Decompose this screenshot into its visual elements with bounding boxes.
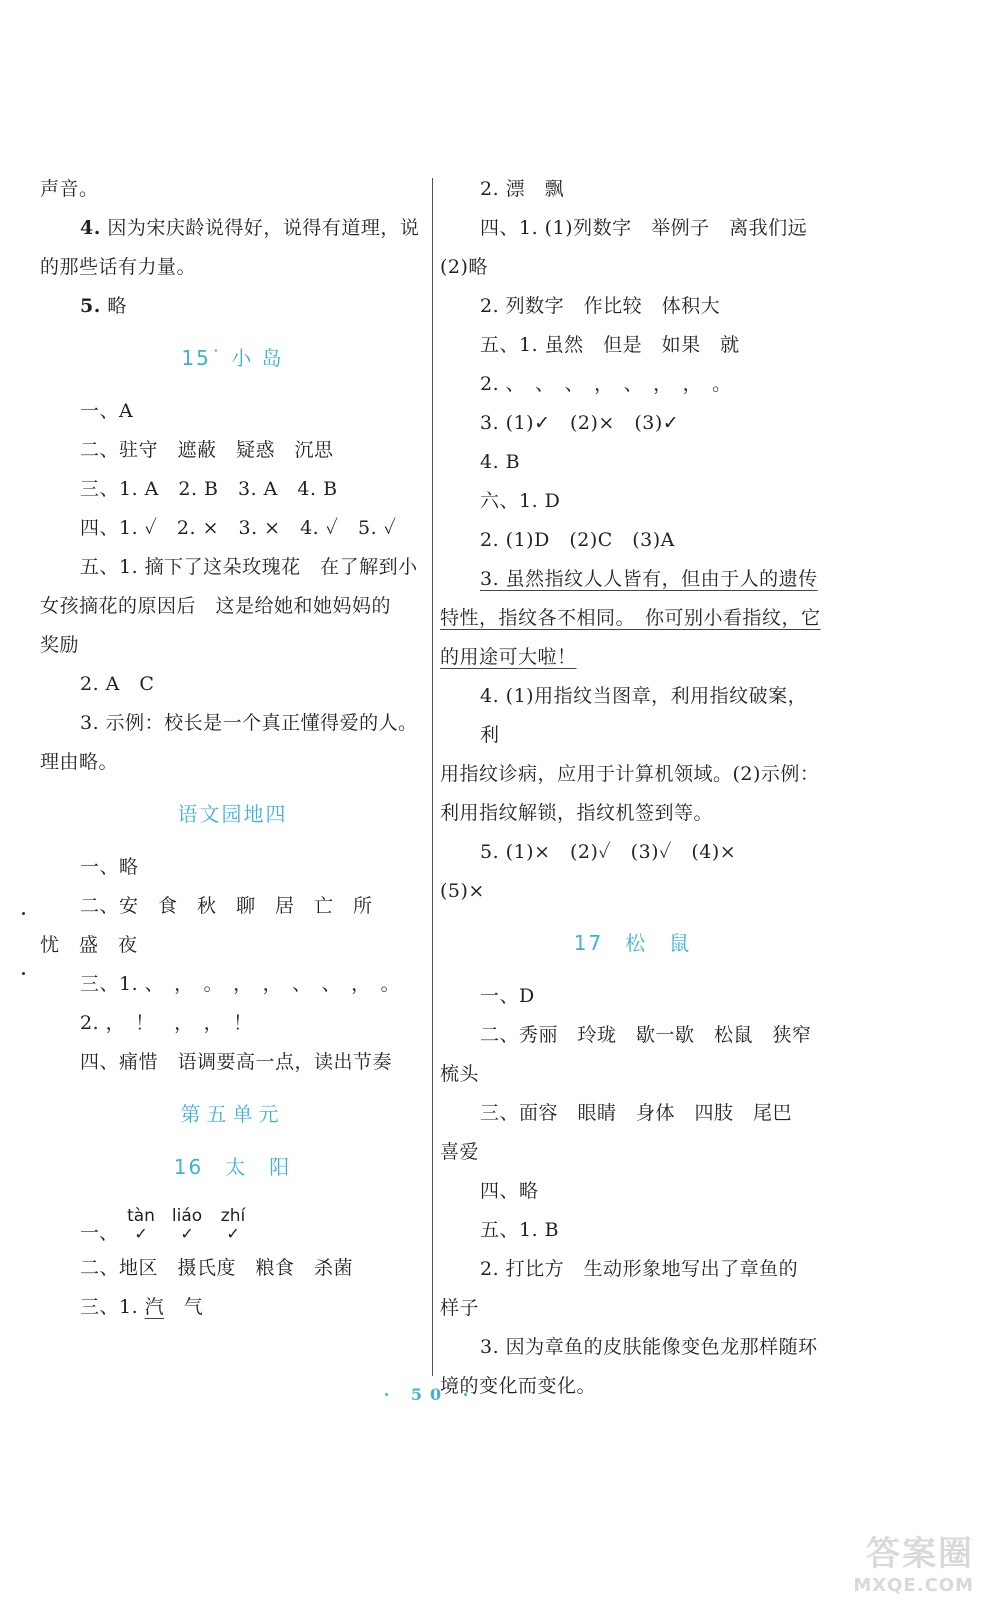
text-line: 理由略。	[40, 751, 119, 773]
text-line: 五、1. 摘下了这朵玫瑰花 在了解到小	[80, 556, 418, 578]
watermark-text: 答案圈	[866, 1534, 974, 1574]
item-prefix: 一、	[80, 1222, 119, 1244]
text-line: 4. B	[480, 451, 521, 473]
column-divider	[432, 178, 433, 1376]
scan-speck	[22, 972, 25, 975]
text-line: (2)略	[440, 256, 488, 278]
text-line: 三、1. A 2. B 3. A 4. B	[80, 478, 338, 500]
text-line: 2. 漂 飘	[480, 178, 565, 200]
text-line: 的那些话有力量。	[40, 256, 197, 278]
text-line: 因为宋庆龄说得好，说得有道理，说	[100, 217, 420, 239]
pinyin-answer-row	[40, 1201, 425, 1249]
check-icon: ✓	[226, 1224, 240, 1243]
item-number: 4.	[80, 217, 101, 239]
watermark-url: MXQE.COM	[853, 1575, 974, 1596]
item-prefix: 三、1.	[80, 1296, 145, 1318]
text-line: 二、地区 摄氏度 粮食 杀菌	[80, 1257, 354, 1279]
text-line: (5)×	[440, 880, 485, 902]
right-column	[440, 170, 825, 1406]
underlined-line	[440, 599, 825, 638]
answer-line	[40, 1288, 425, 1327]
page-number: · 50 ·	[383, 1385, 477, 1404]
underlined-answer: 汽	[144, 1296, 165, 1318]
watermark-logo	[814, 1526, 974, 1596]
text-line: 用指纹诊病，应用于计算机领域。(2)示例：	[440, 763, 820, 785]
text-line: 四、痛惜 语调要高一点，读出节奏	[80, 1051, 393, 1073]
pinyin-item	[210, 1205, 256, 1241]
unit-heading: 第五单元	[180, 1102, 285, 1126]
text-line: 一、A	[80, 400, 134, 422]
pinyin-text: zhí	[220, 1206, 246, 1226]
text-line: 四、略	[480, 1180, 539, 1202]
left-column	[40, 170, 425, 1327]
underlined-text: 3. 虽然指纹人人皆有，但由于人的遗传	[480, 568, 818, 590]
text-line: 2. 打比方 生动形象地写出了章鱼的	[480, 1258, 799, 1280]
text-line: 二、秀丽 玲珑 歇一歇 松鼠 狭窄	[480, 1024, 812, 1046]
pinyin-item	[164, 1205, 210, 1241]
answer-4	[40, 209, 425, 248]
text-line: 气	[183, 1296, 204, 1318]
pinyin-text: liáo	[171, 1206, 203, 1226]
text-line: 2. ， ！ ， ， ！	[80, 1012, 253, 1034]
text-line: 三、面容 眼睛 身体 四肢 尾巴	[480, 1102, 793, 1124]
section-heading-garden: 语文园地四	[177, 802, 288, 826]
pinyin-text: tàn	[127, 1206, 155, 1226]
text-line: 2. (1)D (2)C (3)A	[480, 529, 675, 551]
text-line: 5. (1)× (2)✓ (3)✓ (4)×	[480, 841, 737, 863]
text-line: 梳头	[440, 1063, 480, 1085]
scan-speck	[22, 912, 25, 915]
text-line: 三、1. 、 ， 。 ， ， 、 、 ， 。	[80, 973, 401, 995]
text-line: 4. (1)用指纹当图章，利用指纹破案，利	[480, 685, 808, 746]
text-line: 3. 示例：校长是一个真正懂得爱的人。	[80, 712, 418, 734]
text-line: 2. 列数字 作比较 体积大	[480, 295, 721, 317]
text-line: 四、1. ✓ 2. × 3. × 4. ✓ 5. ✓	[80, 517, 397, 539]
text-line: 二、安 食 秋 聊 居 亡 所	[80, 895, 373, 917]
text-line: 3. 因为章鱼的皮肤能像变色龙那样随环	[480, 1336, 818, 1358]
text-line: 一、略	[80, 856, 139, 878]
text-line: 一、D	[480, 985, 535, 1007]
text-line: 二、驻守 遮蔽 疑惑 沉思	[80, 439, 334, 461]
section-heading-17: 17 松 鼠	[573, 931, 692, 955]
check-icon: ✓	[134, 1224, 148, 1243]
text-line: 样子	[440, 1297, 480, 1319]
underlined-line	[440, 638, 825, 677]
text-line: 略	[100, 295, 127, 317]
text-line: 3. (1)✓ (2)× (3)✓	[480, 412, 680, 434]
text-line: 五、1. 虽然 但是 如果 就	[480, 334, 740, 356]
check-icon: ✓	[180, 1224, 194, 1243]
text-line: 喜爱	[440, 1141, 480, 1163]
item-number: 5.	[80, 295, 101, 317]
underlined-text: 特性，指纹各不相同。 你可别小看指纹，它	[440, 607, 821, 629]
answer-5	[40, 287, 425, 326]
text-line: 女孩摘花的原因后 这是给她和她妈妈的	[40, 595, 392, 617]
underlined-line	[440, 560, 825, 599]
text-line: 奖励	[40, 634, 80, 656]
text-line: 境的变化而变化。	[440, 1375, 597, 1397]
text-line: 2. 、 、 、 ， 、 ， ， 。	[480, 373, 732, 395]
text-line: 利用指纹解锁，指纹机签到等。	[440, 802, 714, 824]
text-line: 四、1. (1)列数字 举例子 离我们远	[480, 217, 808, 239]
text-line: 声音。	[40, 178, 99, 200]
text-line: 六、1. D	[480, 490, 561, 512]
text-line: 忧 盛 夜	[40, 934, 138, 956]
pinyin-item	[118, 1205, 164, 1241]
text-line: 2. A C	[80, 673, 155, 695]
underlined-text: 的用途可大啦！	[440, 646, 577, 668]
text-line: 五、1. B	[480, 1219, 560, 1241]
section-heading-16: 16 太 阳	[173, 1155, 292, 1179]
section-heading-15: 15˙ 小 岛	[181, 346, 284, 370]
